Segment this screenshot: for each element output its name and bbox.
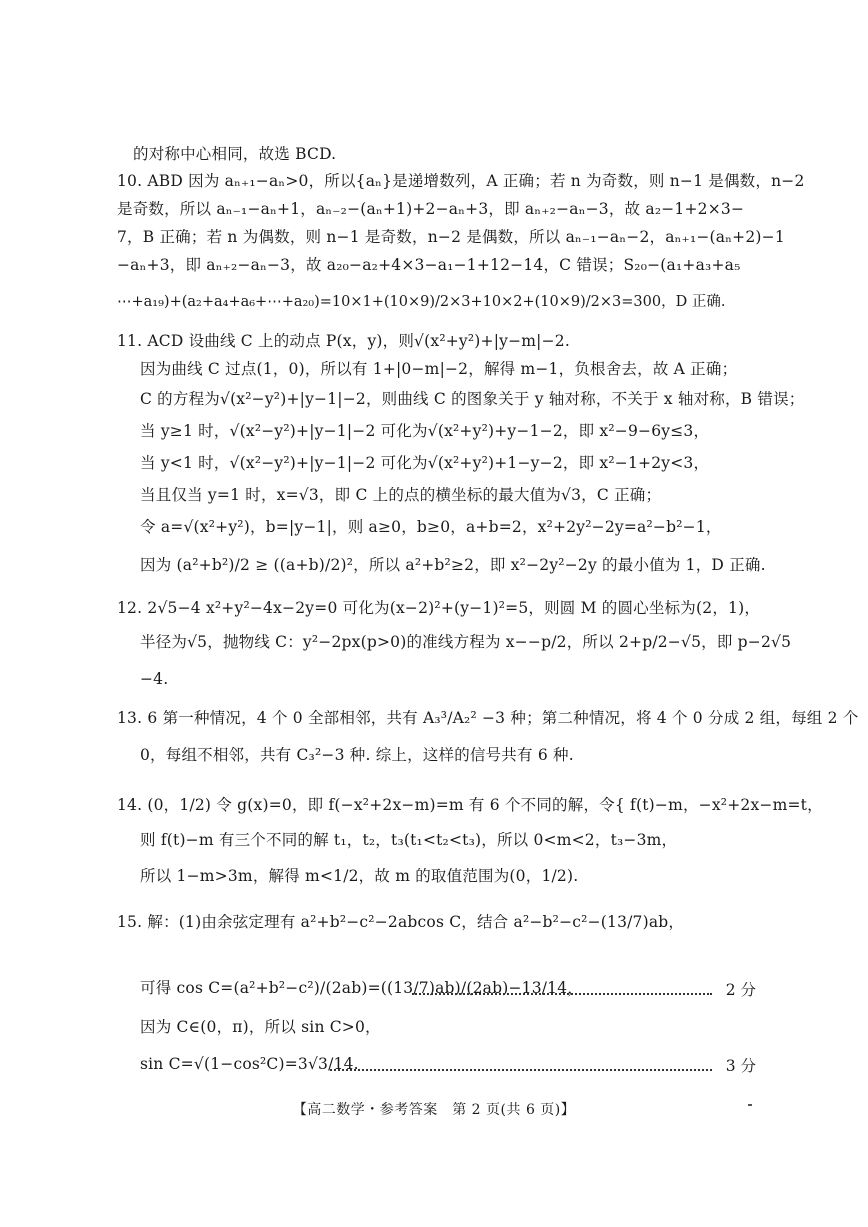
answer-11-line-1: 11. ACD 设曲线 C 上的动点 P(x，y)，则√(x²+y²)+|y−m|−2. <box>117 332 570 350</box>
answer-10-line-2: 是奇数，所以 aₙ₋₁−aₙ+1，aₙ₋₂−(aₙ+1)+2−aₙ+3，即 aₙ₊₂−aₙ−3，故 a₂−1+2×3− <box>117 200 745 218</box>
answer-10-line-3: 7，B 正确；若 n 为偶数，则 n−1 是奇数，n−2 是偶数，所以 aₙ₋₁−aₙ−2，aₙ₊₁−(aₙ+2)−1 <box>117 228 785 246</box>
answer-14-line-3: 所以 1−m>3m，解得 m<1/2，故 m 的取值范围为(0，1/2). <box>140 867 579 885</box>
answer-11-line-2: 因为曲线 C 过点(1，0)，所以有 1+|0−m|−2，解得 m−1，负根舍去，故 A 正确； <box>140 360 738 378</box>
answer-14-line-1: 14. (0，1/2) 令 g(x)=0，即 f(−x²+2x−m)=m 有 6 个不同的解，令{ f(t)−m，−x²+2x−m=t， <box>117 796 823 814</box>
answer-15-line-1: 15. 解：(1)由余弦定理有 a²+b²−c²−2abcos C，结合 a²−b²−c²−(13/7)ab， <box>117 913 685 931</box>
score-leader-dots <box>412 993 712 995</box>
answer-13-line-1: 13. 6 第一种情况，4 个 0 全部相邻，共有 A₃³/A₂² −3 种；第二种情况，将 4 个 0 分成 2 组，每组 2 个 <box>117 709 859 727</box>
answer-10-line-5: ⋯+a₁₉)+(a₂+a₄+a₆+⋯+a₂₀)=10×1+(10×9)/2×3+10×2+(10×9)/2×3=300，D 正确. <box>117 294 726 310</box>
answer-11-line-8: 因为 (a²+b²)/2 ≥ ((a+b)/2)²，所以 a²+b²≥2，即 x²−2y²−2y 的最小值为 1，D 正确. <box>140 556 766 574</box>
answer-11-line-6: 当且仅当 y=1 时，x=√3，即 C 上的点的横坐标的最大值为√3，C 正确； <box>140 486 662 504</box>
page-footer: 【高二数学・参考答案 第 2 页(共 6 页)】 <box>292 1102 576 1118</box>
answer-12-line-1: 12. 2√5−4 x²+y²−4x−2y=0 可化为(x−2)²+(y−1)²=5，则圆 M 的圆心坐标为(2，1)， <box>117 599 761 617</box>
answer-10-line-4: −aₙ+3，即 aₙ₊₂−aₙ−3，故 a₂₀−a₂+4×3−a₁−1+12−14，C 错误；S₂₀−(a₁+a₃+a₅ <box>117 256 741 274</box>
answer-15-line-3: 因为 C∈(0，π)，所以 sin C>0， <box>140 1018 381 1036</box>
answer-14-line-2: 则 f(t)−m 有三个不同的解 t₁，t₂，t₃(t₁<t₂<t₃)，所以 0<m<2，t₃−3m， <box>140 831 678 849</box>
answer-15-line-2: 可得 cos C=(a²+b²−c²)/(2ab)=((13/7)ab)/(2ab)−13/14， <box>140 979 584 997</box>
answer-12-line-2: 半径为√5，抛物线 C：y²−2px(p>0)的准线方程为 x−−p/2，所以 2+p/2−√5，即 p−2√5 <box>140 633 792 651</box>
answer-11-line-7: 令 a=√(x²+y²)，b=|y−1|，则 a≥0，b≥0，a+b=2，x²+2y²−2y=a²−b²−1， <box>140 518 722 536</box>
answer-10-line-1: 10. ABD 因为 aₙ₊₁−aₙ>0，所以{aₙ}是递增数列，A 正确；若 n 为奇数，则 n−1 是偶数，n−2 <box>117 172 805 190</box>
answer-11-line-5: 当 y<1 时，√(x²−y²)+|y−1|−2 可化为√(x²+y²)+1−y−2，即 x²−1+2y<3， <box>140 454 710 472</box>
answer-13-line-2: 0，每组不相邻，共有 C₃²−3 种. 综上，这样的信号共有 6 种. <box>140 746 574 764</box>
answer-15-line-4: sin C=√(1−cos²C)=3√3/14. <box>140 1055 359 1073</box>
score-label: 2 分 <box>725 981 756 999</box>
line-1: 的对称中心相同，故选 BCD. <box>133 145 337 163</box>
answer-12-line-3: −4. <box>140 670 169 688</box>
score-leader-dots <box>330 1069 712 1071</box>
answer-11-line-4: 当 y≥1 时，√(x²−y²)+|y−1|−2 可化为√(x²+y²)+y−1−2，即 x²−9−6y≤3， <box>140 422 710 440</box>
answer-11-line-3: C 的方程为√(x²−y²)+|y−1|−2，则曲线 C 的图象关于 y 轴对称，不关于 x 轴对称，B 错误； <box>140 390 805 408</box>
scan-mark <box>748 1104 752 1106</box>
score-label: 3 分 <box>725 1057 756 1075</box>
